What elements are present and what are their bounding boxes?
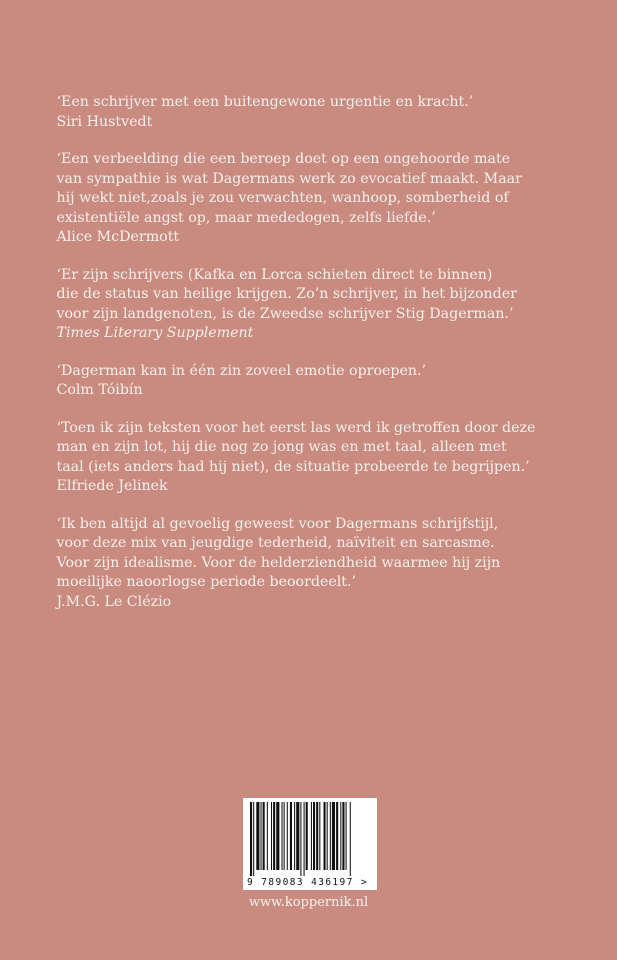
quote-text: ‘Een schrijver met een buitengewone urgentie en kracht.’ (56, 94, 474, 110)
barcode-bar (316, 802, 318, 870)
quote-text: ‘Toen ik zijn teksten voor het eerst las werd ik getroffen door deze man en zijn lot, hij die nog zo jong was en met taal, alleen met taal (iets anders had hij niet), de situatie probeerde te begrijpen.’ (56, 419, 536, 475)
quote-text: ‘Dagerman kan in één zin zoveel emotie oproepen.’ (56, 362, 427, 379)
quote-5 (57, 419, 557, 497)
barcode-bar (304, 802, 305, 876)
barcode-bar (284, 802, 285, 870)
barcode-bar (290, 802, 292, 870)
quotes-section (0, 93, 617, 630)
barcode-area (240, 798, 380, 890)
quote-author: J.M.G. Le Clézio (56, 593, 172, 610)
barcode-bar (271, 802, 272, 870)
barcode-bar (350, 802, 351, 876)
barcode-bar (319, 802, 320, 870)
barcode-bars-icon (250, 802, 370, 876)
barcode-bar (287, 802, 288, 870)
quote-author: Alice McDermott (56, 229, 180, 245)
barcode-bar (346, 802, 347, 870)
barcode-bar (342, 802, 344, 870)
barcode-bar (332, 802, 335, 870)
barcode-bar (282, 802, 283, 870)
barcode-bar (306, 802, 308, 870)
publisher-website: www.koppernik.nl (248, 895, 369, 910)
quote-1 (57, 93, 557, 132)
quote-text: ‘Er zijn schrijvers (Kafka en Lorca schieten direct te binnen) die de status van heilige krijgen. Zo’n schrijver, in het bijzonder voor zijn landgenoten, is de Zweedse schrijver Stig Dagerman.’ (56, 266, 517, 322)
quote-text: ‘Een verbeelding die een beroep doet op een ongehoorde mate van sympathie is wat Dagermans werk zo evocatief maakt. Maar hij wekt niet,zoals je zou verwachten, wanhoop, somberheid of existentiële angst op, maar mededogen, zelfs liefde.’ (56, 151, 522, 226)
barcode-bar (324, 802, 326, 870)
quote-3 (57, 266, 557, 344)
quote-6 (57, 515, 557, 613)
barcode-bar (261, 802, 262, 870)
barcode-bar (267, 802, 268, 870)
barcode-bar (296, 802, 299, 870)
barcode-bar (276, 802, 279, 870)
quote-author: Elfriede Jelinek (56, 478, 168, 494)
barcode-bar (327, 802, 328, 870)
barcode-bar (336, 802, 338, 870)
barcode-bar (263, 802, 265, 870)
barcode-bar (300, 802, 301, 876)
barcode-digits: 9 789083 436197 > (247, 877, 369, 888)
quote-author: Times Literary Supplement (56, 325, 254, 341)
barcode-bar (256, 802, 259, 870)
isbn-barcode (243, 798, 377, 890)
barcode-bar (330, 802, 331, 870)
barcode-bar (253, 802, 254, 876)
barcode-bar (273, 802, 275, 870)
quote-2 (57, 150, 557, 248)
barcode-bar (313, 802, 315, 870)
barcode-bar (340, 802, 341, 870)
quote-4 (57, 362, 557, 401)
barcode-bar (294, 802, 295, 870)
quote-author: Colm Tóibín (56, 382, 143, 398)
barcode-bar (250, 802, 252, 876)
quote-text: ‘Ik ben altijd al gevoelig geweest voor Dagermans schrijfstijl, voor deze mix van jeugdige tederheid, naïviteit en sarcasme. Voor zijn idealisme. Voor de helderziendheid waarmee hij zijn moeilijke naoorlogse periode beoordeelt.’ (56, 515, 501, 590)
barcode-bar (311, 802, 312, 870)
quote-author: Siri Hustvedt (56, 113, 153, 130)
